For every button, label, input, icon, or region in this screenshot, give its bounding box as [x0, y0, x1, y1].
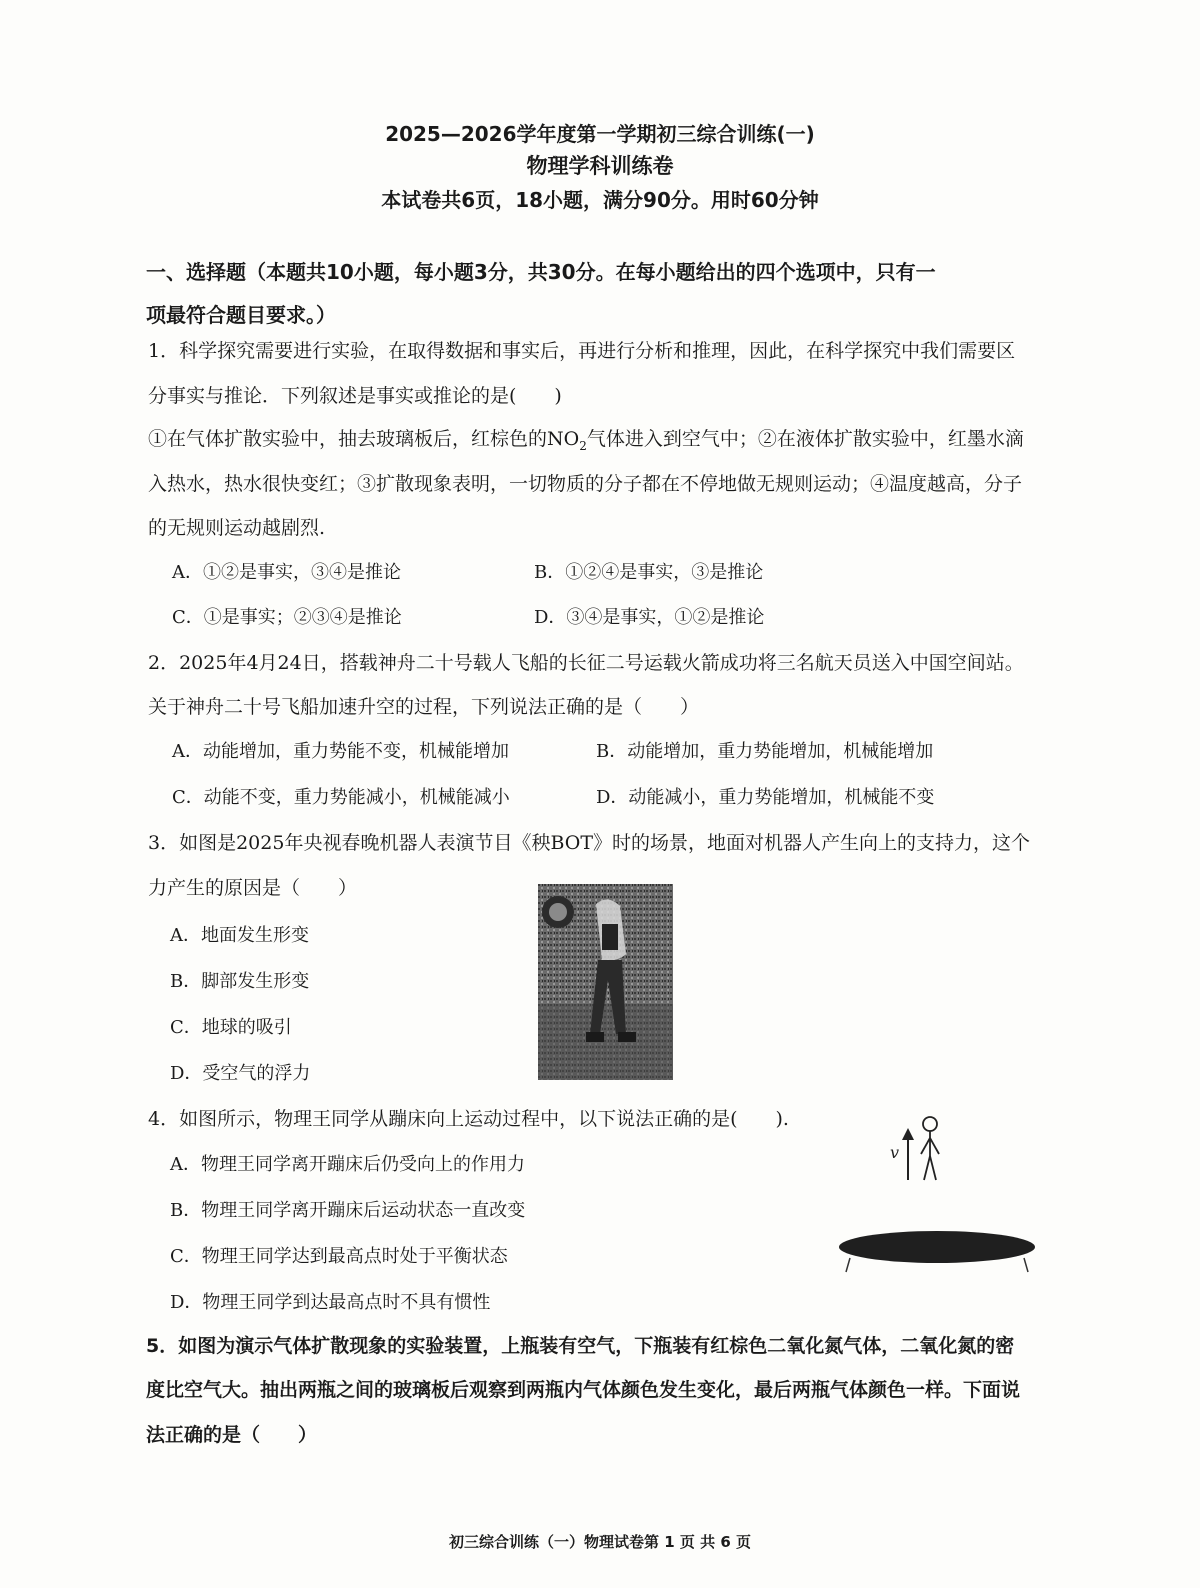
q1-stem-subscript: 2: [579, 438, 587, 453]
velocity-label: v: [890, 1143, 900, 1162]
q3-option-c: C．地球的吸引: [170, 1017, 292, 1038]
q4-stem-line1: 4．如图所示，物理王同学从蹦床向上运动过程中，以下说法正确的是( ).: [148, 1108, 789, 1130]
q1-option-b: B．①②④是事实，③是推论: [534, 562, 764, 583]
q2-stem-line2: 关于神舟二十号飞船加速升空的过程，下列说法正确的是（ ）: [148, 696, 700, 718]
q3-stem-line2: 力产生的原因是（ ）: [148, 877, 358, 899]
q1-option-d: D．③④是事实，①②是推论: [534, 607, 765, 628]
q3-stem-line1: 3．如图是2025年央视春晚机器人表演节目《秧BOT》时的场景，地面对机器人产生向上的支持力，这个: [148, 832, 1031, 854]
q2-option-a: A．动能增加，重力势能不变，机械能增加: [172, 741, 509, 762]
robot-photo: [538, 884, 673, 1080]
exam-title: 2025—2026学年度第一学期初三综合训练(一): [385, 122, 815, 146]
q1-stem-line1: 1．科学探究需要进行实验，在取得数据和事实后，再进行分析和推理，因此，在科学探究中我们需要区: [148, 340, 1016, 362]
section-heading-line2: 项最符合题目要求。）: [146, 303, 336, 327]
q1-stem-line3-a: ①在气体扩散实验中，抽去玻璃板后，红棕色的NO: [148, 428, 580, 450]
q4-option-c: C．物理王同学达到最高点时处于平衡状态: [170, 1246, 508, 1267]
q1-stem-line3: [148, 424, 1024, 453]
q1-option-a: A．①②是事实，③④是推论: [172, 562, 401, 583]
q3-option-a: A．地面发生形变: [170, 925, 309, 946]
section-heading-line1: 一、选择题（本题共10小题，每小题3分，共30分。在每小题给出的四个选项中，只有一: [146, 260, 936, 284]
q2-option-b: B．动能增加，重力势能增加，机械能增加: [596, 741, 934, 762]
exam-subtitle: 物理学科训练卷: [526, 154, 674, 178]
q4-option-b: B．物理王同学离开蹦床后运动状态一直改变: [170, 1200, 526, 1221]
q1-stem-line2: 分事实与推论．下列叙述是事实或推论的是( ): [148, 385, 562, 407]
q2-stem-line1: 2．2025年4月24日，搭载神舟二十号载人飞船的长征二号运载火箭成功将三名航天员送入中国空间站。: [148, 652, 1024, 674]
q3-option-b: B．脚部发生形变: [170, 971, 310, 992]
q2-option-d: D．动能减小，重力势能增加，机械能不变: [596, 787, 935, 808]
q4-option-d: D．物理王同学到达最高点时不具有惯性: [170, 1292, 491, 1313]
q4-option-a: A．物理王同学离开蹦床后仍受向上的作用力: [170, 1154, 525, 1175]
q5-stem-line3: 法正确的是（ ）: [146, 1424, 318, 1446]
q3-option-d: D．受空气的浮力: [170, 1063, 311, 1084]
exam-info: 本试卷共6页，18小题，满分90分。用时60分钟: [381, 188, 819, 212]
trampoline-figure: [830, 1110, 1040, 1280]
q5-stem-line1: 5．如图为演示气体扩散现象的实验装置，上瓶装有空气，下瓶装有红棕色二氧化氮气体，二氧化氮的密: [146, 1335, 1015, 1357]
q1-stem-line5: 的无规则运动越剧烈.: [148, 517, 326, 539]
q1-stem-line3-b: 气体进入到空气中；②在液体扩散实验中，红墨水滴: [586, 428, 1024, 450]
q1-option-c: C．①是事实；②③④是推论: [172, 607, 402, 628]
q2-option-c: C．动能不变，重力势能减小，机械能减小: [172, 787, 510, 808]
page-footer: 初三综合训练（一）物理试卷第 1 页 共 6 页: [449, 1533, 751, 1551]
q5-stem-line2: 度比空气大。抽出两瓶之间的玻璃板后观察到两瓶内气体颜色发生变化，最后两瓶气体颜色一样。下面说: [146, 1379, 1021, 1401]
q1-stem-line4: 入热水，热水很快变红；③扩散现象表明，一切物质的分子都在不停地做无规则运动；④温度越高，分子: [148, 473, 1023, 495]
